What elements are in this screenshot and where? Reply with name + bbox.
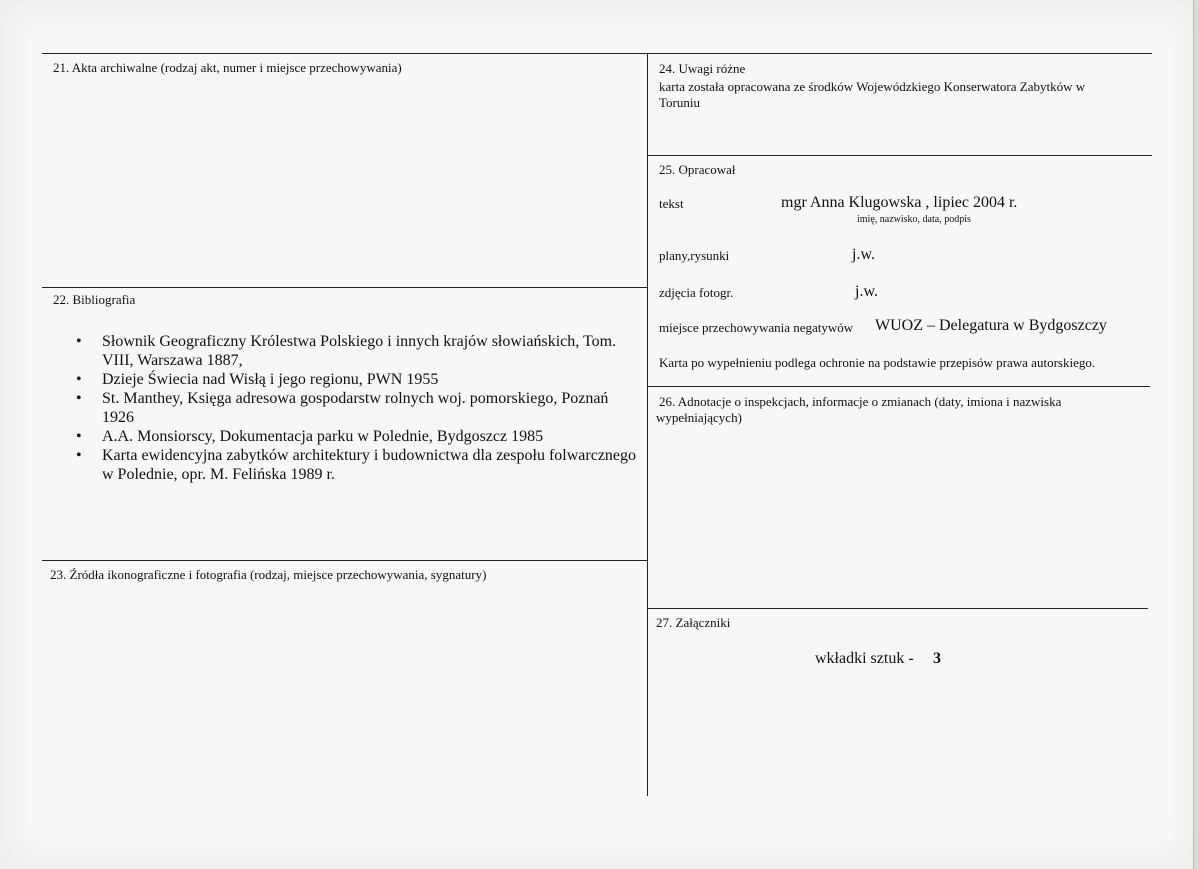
bullet-icon: • bbox=[76, 390, 82, 407]
miejsce-value: WUOZ – Delegatura w Bydgoszczy bbox=[875, 317, 1107, 334]
rule-21-22 bbox=[42, 287, 648, 288]
attachments-label: wkładki sztuk - bbox=[815, 650, 914, 667]
section-26-title-line1: 26. Adnotacje o inspekcjach, informacje o zmianach (daty, imiona i nazwiska bbox=[659, 394, 1062, 409]
bibliography-item bbox=[76, 446, 636, 484]
rule-26-27 bbox=[648, 608, 1148, 609]
copyright-notice: Karta po wypełnieniu podlega ochronie na podstawie przepisów prawa autorskiego. bbox=[659, 355, 1096, 370]
zdjecia-value: j.w. bbox=[855, 283, 878, 300]
bullet-icon: • bbox=[76, 447, 82, 464]
bibliography-item-text: St. Manthey, Księga adresowa gospodarstw rolnych woj. pomorskiego, Poznań 1926 bbox=[102, 390, 609, 426]
bullet-icon: • bbox=[76, 333, 82, 350]
bibliography-item-text: Dzieje Świecia nad Wisłą i jego regionu, PWN 1955 bbox=[102, 371, 439, 388]
zdjecia-label: zdjęcia fotogr. bbox=[659, 285, 734, 300]
bibliography-list bbox=[76, 332, 636, 484]
tekst-label: tekst bbox=[659, 196, 684, 211]
section-21-title: 21. Akta archiwalne (rodzaj akt, numer i miejsce przechowywania) bbox=[53, 60, 402, 75]
plany-value: j.w. bbox=[852, 246, 875, 263]
rule-22-23 bbox=[42, 560, 648, 561]
section-26-title-line2: wypełniających) bbox=[656, 410, 742, 425]
bibliography-item bbox=[76, 427, 636, 446]
bibliography-item-text: Karta ewidencyjna zabytków architektury i budownictwa dla zespołu folwarcznego w Polednie, opr. M. Felińska 1989 r. bbox=[102, 447, 637, 483]
section-22-title: 22. Bibliografia bbox=[53, 292, 136, 307]
rule-25-26 bbox=[648, 386, 1150, 387]
plany-label: plany,rysunki bbox=[659, 248, 730, 263]
section-24-title: 24. Uwagi różne bbox=[659, 61, 746, 76]
section-24-text-line1: karta została opracowana ze środków Wojewódzkiego Konserwatora Zabytków w bbox=[659, 79, 1086, 94]
bibliography-item bbox=[76, 370, 636, 389]
bullet-icon: • bbox=[76, 371, 82, 388]
section-27-title: 27. Załączniki bbox=[656, 615, 731, 630]
section-25-title: 25. Opracował bbox=[659, 162, 736, 177]
bibliography-item bbox=[76, 389, 636, 427]
bibliography-item bbox=[76, 332, 636, 370]
bibliography-item-text: A.A. Monsiorscy, Dokumentacja parku w Polednie, Bydgoszcz 1985 bbox=[102, 428, 544, 445]
miejsce-label: miejsce przechowywania negatywów bbox=[659, 320, 854, 335]
section-23-title: 23. Źródła ikonograficzne i fotografia (rodzaj, miejsce przechowywania, sygnatury) bbox=[50, 567, 487, 582]
rule-24-25 bbox=[648, 155, 1152, 156]
bullet-icon: • bbox=[76, 428, 82, 445]
center-divider bbox=[647, 53, 648, 796]
attachments-count: 3 bbox=[933, 650, 941, 667]
bibliography-item-text: Słownik Geograficzny Królestwa Polskiego i innych krajów słowiańskich, Tom. VIII, Warszawa 1887, bbox=[102, 333, 617, 369]
section-24-text-line2: Toruniu bbox=[659, 95, 700, 110]
page-edge bbox=[1193, 0, 1199, 869]
tekst-hint: imię, nazwisko, data, podpis bbox=[857, 214, 971, 225]
tekst-value: mgr Anna Klugowska , lipiec 2004 r. bbox=[781, 194, 1018, 211]
top-rule bbox=[42, 53, 1152, 54]
